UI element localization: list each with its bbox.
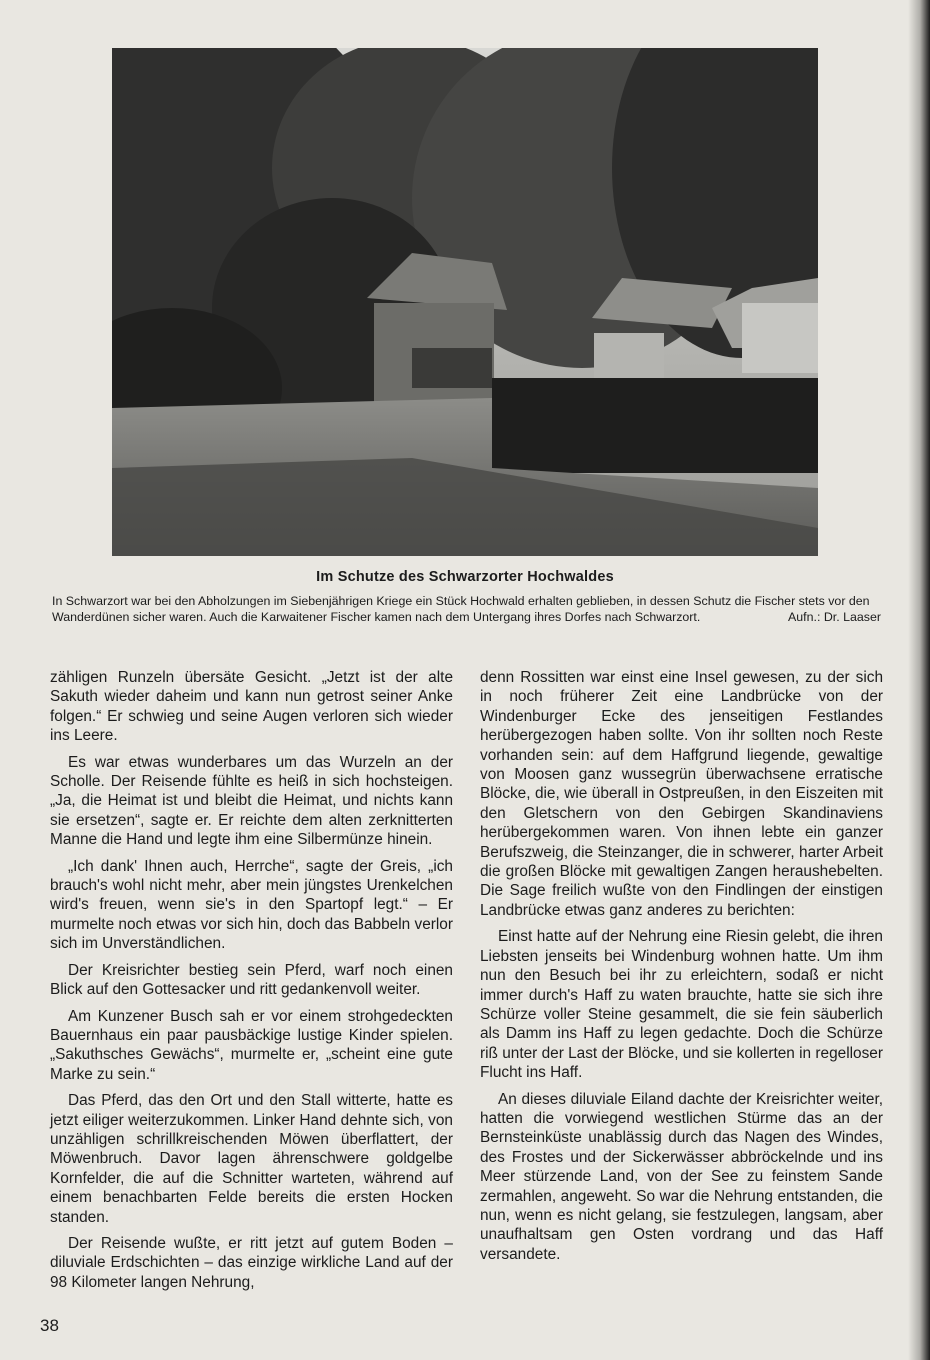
paragraph: Das Pferd, das den Ort und den Stall witterte, hatte es jetzt eiliger weiterzukommen. Linker Hand dehnte sich, von unzähligen schrillkreischenden Möwen überflattert, der Möwenbruch. Davor lagen ährenschwere goldgelbe Kornfelder, die auf die Schnitter warteten, während auf einem benachbarten Felde bereits die ersten Hocken standen.: [50, 1092, 453, 1226]
page-number: 38: [40, 1316, 59, 1335]
paragraph: An dieses diluviale Eiland dachte der Kreisrichter weiter, hatten die vorwiegend westlichen Stürme das an der Bernsteinküste unablässig durch das Nagen des Windes, des Frostes und der Sickerwässer abbröckelnde und ins Meer stürzende Land, von der See zu feinstem Sande zermahlen, angeweht. So war die Nehrung entstanden, die nun, wenn es nicht gelang, sie festzulegen, langsam, aber unaufhaltsam gen Osten vordrang und das Haff versandete.: [480, 1090, 883, 1263]
photo-caption: [52, 593, 881, 625]
caption-title: Im Schutze des Schwarzorter Hochwaldes: [316, 569, 614, 585]
page-edge-shadow: [908, 0, 930, 1360]
paragraph: denn Rossitten war einst eine Insel gewesen, zu der sich in noch früherer Zeit eine Landbrücke von der Windenburger Ecke des jenseitigen Festlandes herübergezogen haben sollte. Von ihr sollten noch Reste vorhanden sein: auf dem Haffgrund liegende, gewaltige von Moosen ganz wussegrün überwachsene erratische Blöcke, die, wie überall in Ostpreußen, in den Eiszeiten mit den Gletschern von den Gebirgen Skandinaviens herübergekommen waren. Von ihnen lebte ein ganzer Berufszweig, die Steinzanger, die in schwerer, harter Arbeit die großen Blöcke mit gewaltigen Zangen heraushebelten. Die Sage freilich wußte von den Findlingen der einstigen Landbrücke etwas ganz anderes zu berichten:: [480, 669, 883, 919]
paragraph: Einst hatte auf der Nehrung eine Riesin gelebt, die ihren Liebsten jenseits bei Windenburg wohnen hatte. Um ihm nun den Besuch bei ihr zu erleichtern, sodaß er nicht immer durch's Haff zu waten brauchte, hatte sie sich ihre Schürze voller Steine gesammelt, die sie fein säuberlich als Damm ins Haff zu legen gedachte. Doch die Schürze riß unter der Last der Blöcke, und sie kollerten in regelloser Flucht ins Haff.: [480, 928, 883, 1082]
right-text-column: [480, 668, 883, 1271]
caption-text: In Schwarzort war bei den Abholzungen im Siebenjährigen Kriege ein Stück Hochwald erhalten geblieben, in dessen Schutz die Fischer stets vor den Wanderdünen sicher waren. Auch die Karwaitener Fischer kamen nach dem Untergang ihres Dorfes nach Schwarzort.: [52, 594, 870, 624]
photo-illustration: [112, 48, 818, 556]
photo-village-forest: [112, 48, 818, 556]
paragraph: Am Kunzener Busch sah er vor einem strohgedeckten Bauernhaus ein paar pausbäckige lustige Kinder spielen. „Sakuthsches Gewächs“, murmelte er, „scheint eine gute Marke zu sein.“: [50, 1007, 453, 1083]
paragraph: zähligen Runzeln übersäte Gesicht. „Jetzt ist der alte Sakuth wieder daheim und kann nun getrost seiner Anke folgen.“ Er schwieg und seine Augen verloren sich wieder ins Leere.: [50, 669, 453, 745]
paragraph: Der Kreisrichter bestieg sein Pferd, warf noch einen Blick auf den Gottesacker und ritt gedankenvoll weiter.: [50, 961, 453, 999]
paragraph: Es war etwas wunderbares um das Wurzeln an der Scholle. Der Reisende fühlte es heiß in sich hochsteigen. „Ja, die Heimat ist und bleibt die Heimat, und nichts kann sie ersetzen“, sagte er. Er reichte dem alten zerknitterten Manne die Hand und legte ihm eine Silbermünze hinein.: [50, 753, 453, 849]
left-text-column: [50, 668, 453, 1299]
paragraph: Der Reisende wußte, er ritt jetzt auf gutem Boden – diluviale Erdschichten – das einzige wirkliche Land auf der 98 Kilometer langen Nehrung,: [50, 1234, 453, 1291]
photo-credit: Aufn.: Dr. Laaser: [788, 610, 881, 624]
paragraph: „Ich dank' Ihnen auch, Herrche“, sagte der Greis, „ich brauch's wohl nicht mehr, aber mein jüngstes Urenkelchen wird's freuen, wenn sie's in den Spartopf legt.“ – Er murmelte noch etwas vor sich hin, doch das Babbeln verlor sich im Unverständlichen.: [50, 857, 453, 953]
